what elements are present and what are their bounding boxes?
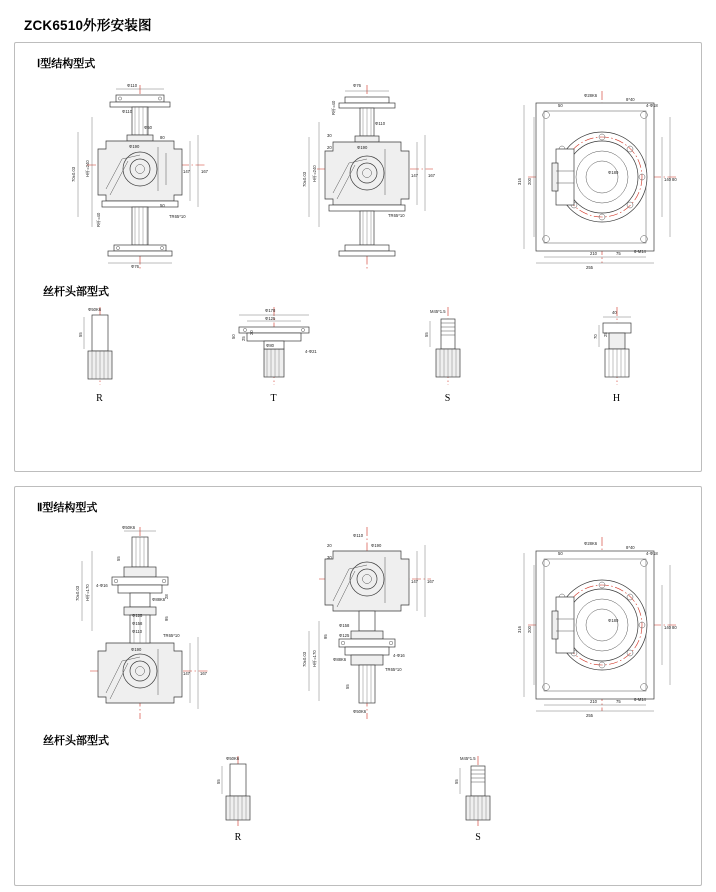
svg-text:6-M14: 6-M14 <box>634 697 647 702</box>
svg-text:Φ110: Φ110 <box>126 83 137 88</box>
svg-text:55: 55 <box>423 332 429 337</box>
svg-text:R杆=40: R杆=40 <box>95 212 101 227</box>
svg-text:55: 55 <box>454 779 459 784</box>
sub-label-type-2: 丝杆头部型式 <box>43 735 109 747</box>
svg-text:4-Φ16: 4-Φ16 <box>95 583 108 588</box>
svg-text:316: 316 <box>517 626 523 633</box>
svg-text:20: 20 <box>248 330 254 335</box>
type2-head-S-caption: S <box>475 832 481 843</box>
svg-text:Φ28K6: Φ28K6 <box>584 93 598 98</box>
svg-text:28: 28 <box>163 594 169 599</box>
svg-text:70±0.03: 70±0.03 <box>74 585 80 601</box>
svg-text:H杆=170: H杆=170 <box>84 584 90 601</box>
svg-text:Φ125: Φ125 <box>264 316 275 321</box>
svg-text:70±0.03: 70±0.03 <box>302 171 308 187</box>
type2-head-R-caption: R <box>234 832 242 843</box>
svg-text:55: 55 <box>77 332 83 337</box>
svg-text:80: 80 <box>672 625 677 630</box>
svg-text:Φ110: Φ110 <box>353 533 364 538</box>
svg-text:4-Φ21: 4-Φ21 <box>304 349 317 354</box>
svg-text:6-M14: 6-M14 <box>634 249 647 254</box>
svg-text:147: 147 <box>182 671 190 676</box>
svg-text:Φ180: Φ180 <box>608 170 619 175</box>
svg-text:167: 167 <box>200 169 208 174</box>
type1-head-S-caption: S <box>444 393 451 404</box>
svg-text:Φ110: Φ110 <box>121 109 132 114</box>
svg-text:Φ158: Φ158 <box>131 621 143 626</box>
svg-text:R杆=40: R杆=40 <box>331 100 337 115</box>
svg-text:80: 80 <box>159 135 165 140</box>
type2-head-S <box>418 750 538 843</box>
svg-text:M45*1.5: M45*1.5 <box>429 309 446 314</box>
svg-text:TR65*10: TR65*10 <box>385 667 403 672</box>
svg-text:TR65*10: TR65*10 <box>388 213 406 218</box>
svg-text:Φ180: Φ180 <box>608 618 619 623</box>
svg-text:30: 30 <box>327 555 333 560</box>
svg-text:255: 255 <box>586 265 594 270</box>
svg-text:4-Φ18: 4-Φ18 <box>646 103 658 108</box>
svg-text:75: 75 <box>616 699 621 704</box>
svg-text:Φ125: Φ125 <box>131 613 143 618</box>
svg-text:25: 25 <box>240 336 246 341</box>
svg-text:200: 200 <box>527 626 533 633</box>
svg-text:Φ80: Φ80 <box>265 343 274 348</box>
svg-text:Φ190: Φ190 <box>357 145 368 150</box>
svg-text:50: 50 <box>159 203 165 208</box>
sub-label-type-1: 丝杆头部型式 <box>43 286 109 298</box>
svg-text:167: 167 <box>428 173 436 178</box>
svg-text:8*40: 8*40 <box>626 545 635 550</box>
svg-text:25: 25 <box>602 332 608 337</box>
svg-text:147: 147 <box>411 173 419 178</box>
type1-top-view <box>494 77 684 277</box>
svg-text:50: 50 <box>230 334 236 339</box>
type1-head-T <box>209 301 339 404</box>
type1-head-H <box>557 301 677 404</box>
svg-text:255: 255 <box>586 713 594 718</box>
svg-text:M45*1.5: M45*1.5 <box>460 756 476 761</box>
page-title: ZCK6510外形安装图 <box>24 18 152 33</box>
svg-text:55: 55 <box>216 779 221 784</box>
svg-text:Φ110: Φ110 <box>375 121 386 126</box>
svg-text:80: 80 <box>672 177 677 182</box>
svg-text:75: 75 <box>616 251 621 256</box>
svg-text:140: 140 <box>664 177 672 182</box>
svg-text:Φ50K6: Φ50K6 <box>226 756 240 761</box>
svg-text:30: 30 <box>327 133 333 138</box>
type1-head-H-caption: H <box>612 393 621 404</box>
type2-head-R <box>178 750 298 843</box>
svg-text:H杆=240: H杆=240 <box>312 165 318 182</box>
svg-text:55: 55 <box>345 684 351 689</box>
svg-text:Φ28K6: Φ28K6 <box>584 541 598 546</box>
svg-text:50: 50 <box>558 103 563 108</box>
type2-front-view <box>32 521 242 726</box>
type1-views-row <box>15 77 701 277</box>
svg-text:210: 210 <box>590 699 598 704</box>
type1-head-R-caption: R <box>96 393 103 404</box>
svg-text:Φ76: Φ76 <box>353 83 362 88</box>
svg-text:40: 40 <box>611 310 617 315</box>
svg-text:200: 200 <box>527 178 533 185</box>
svg-text:TR65*10: TR65*10 <box>168 214 186 219</box>
svg-text:147: 147 <box>411 579 419 584</box>
type1-head-row <box>15 301 701 404</box>
svg-text:20: 20 <box>327 543 333 548</box>
svg-text:Φ88K6: Φ88K6 <box>333 657 347 662</box>
svg-text:Φ125: Φ125 <box>339 633 350 638</box>
svg-text:140: 140 <box>664 625 672 630</box>
svg-text:Φ50K6: Φ50K6 <box>87 307 101 312</box>
svg-text:20: 20 <box>327 145 333 150</box>
svg-text:H杆=170: H杆=170 <box>312 650 318 667</box>
svg-text:70±0.03: 70±0.03 <box>302 651 308 667</box>
type1-head-S <box>388 301 508 404</box>
svg-text:50: 50 <box>558 551 563 556</box>
panel-type-1 <box>14 42 702 472</box>
section-label-type-2: Ⅱ型结构型式 <box>37 502 98 514</box>
svg-text:Φ190: Φ190 <box>128 144 140 149</box>
type2-views-row <box>15 521 701 726</box>
section-label-type-1: Ⅰ型结构型式 <box>37 58 96 70</box>
type1-head-T-caption: T <box>270 393 277 404</box>
svg-text:Φ110: Φ110 <box>131 629 142 634</box>
panel-type-2 <box>14 486 702 886</box>
svg-text:95: 95 <box>323 634 329 639</box>
type1-head-R <box>40 301 160 404</box>
svg-text:167: 167 <box>427 579 435 584</box>
type1-front-view <box>32 77 242 277</box>
svg-text:70±0.03: 70±0.03 <box>70 166 76 182</box>
type2-top-view <box>494 521 684 726</box>
type2-side-view <box>275 521 460 726</box>
svg-text:4-Φ18: 4-Φ18 <box>646 551 658 556</box>
svg-text:147: 147 <box>182 169 190 174</box>
svg-text:H杆=240: H杆=240 <box>84 160 90 177</box>
svg-text:Φ76: Φ76 <box>130 264 139 269</box>
svg-text:Φ190: Φ190 <box>130 647 142 652</box>
svg-text:210: 210 <box>590 251 598 256</box>
svg-text:55: 55 <box>115 556 121 561</box>
svg-text:Φ50K6: Φ50K6 <box>121 525 135 530</box>
svg-text:Φ158: Φ158 <box>339 623 350 628</box>
type2-head-row <box>15 750 701 843</box>
svg-text:70: 70 <box>592 334 598 339</box>
svg-text:Φ50K6: Φ50K6 <box>353 709 367 714</box>
type1-side-view <box>275 77 460 277</box>
svg-text:Φ190: Φ190 <box>371 543 382 548</box>
svg-text:Φ178: Φ178 <box>264 308 275 313</box>
svg-text:Φ50: Φ50 <box>143 125 152 130</box>
svg-text:8*40: 8*40 <box>626 97 635 102</box>
svg-text:4-Φ16: 4-Φ16 <box>393 653 406 658</box>
svg-text:316: 316 <box>517 178 523 185</box>
svg-text:95: 95 <box>163 616 169 621</box>
svg-text:TR65*10: TR65*10 <box>162 633 180 638</box>
svg-text:Φ88K6: Φ88K6 <box>151 597 165 602</box>
svg-text:167: 167 <box>199 671 207 676</box>
